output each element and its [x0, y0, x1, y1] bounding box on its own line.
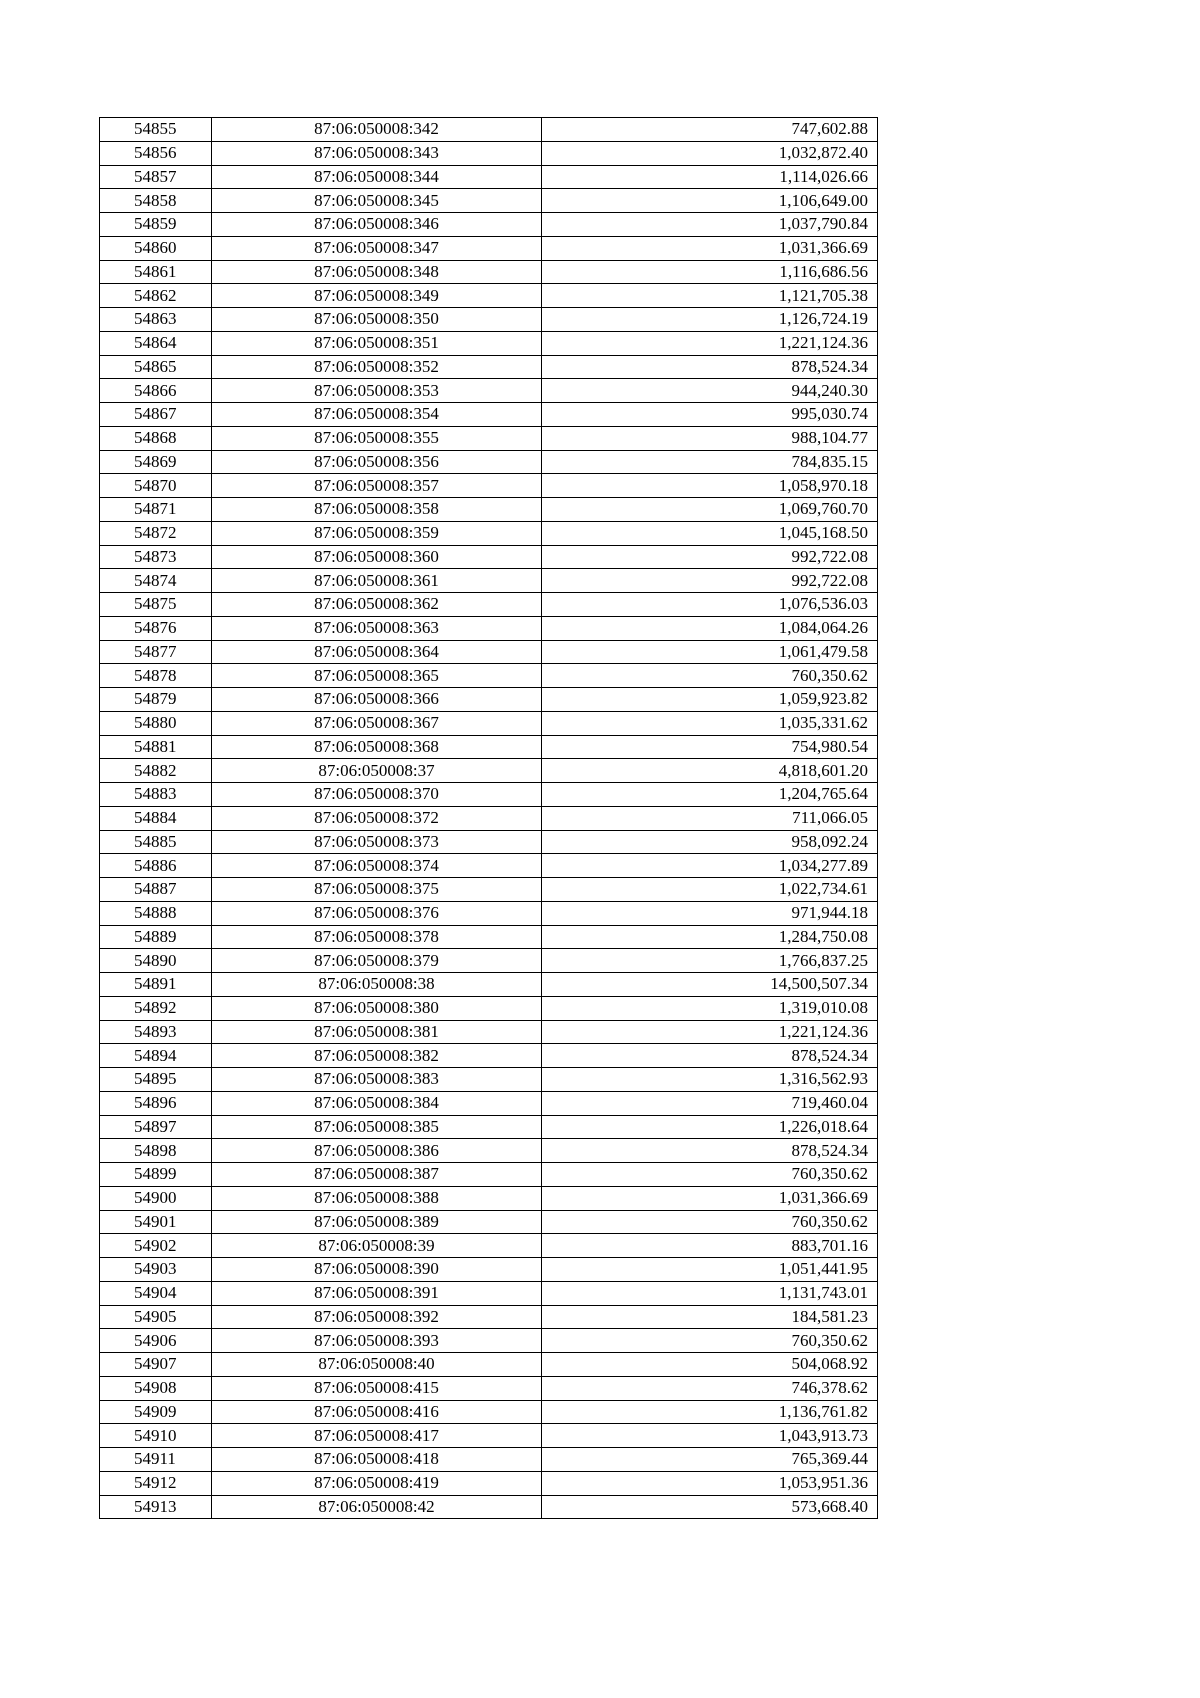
row-number-cell: 54874 [100, 569, 212, 593]
value-cell: 1,022,734.61 [542, 878, 878, 902]
cadastral-number-cell: 87:06:050008:417 [212, 1424, 542, 1448]
cadastral-number-cell: 87:06:050008:375 [212, 878, 542, 902]
table-row [100, 1186, 878, 1210]
row-number-cell: 54871 [100, 498, 212, 522]
cadastral-number-cell: 87:06:050008:370 [212, 783, 542, 807]
cadastral-number-cell: 87:06:050008:359 [212, 521, 542, 545]
row-number-cell: 54861 [100, 260, 212, 284]
cadastral-number-cell: 87:06:050008:393 [212, 1329, 542, 1353]
value-cell: 988,104.77 [542, 426, 878, 450]
cadastral-number-cell: 87:06:050008:391 [212, 1281, 542, 1305]
value-cell: 878,524.34 [542, 1044, 878, 1068]
row-number-cell: 54913 [100, 1495, 212, 1519]
value-cell: 992,722.08 [542, 545, 878, 569]
value-cell: 1,035,331.62 [542, 711, 878, 735]
table-row [100, 901, 878, 925]
cadastral-number-cell: 87:06:050008:378 [212, 925, 542, 949]
row-number-cell: 54857 [100, 165, 212, 189]
value-cell: 1,043,913.73 [542, 1424, 878, 1448]
row-number-cell: 54906 [100, 1329, 212, 1353]
cadastral-number-cell: 87:06:050008:366 [212, 688, 542, 712]
row-number-cell: 54869 [100, 450, 212, 474]
row-number-cell: 54867 [100, 403, 212, 427]
value-cell: 1,059,923.82 [542, 688, 878, 712]
cadastral-number-cell: 87:06:050008:344 [212, 165, 542, 189]
row-number-cell: 54873 [100, 545, 212, 569]
table-row [100, 1139, 878, 1163]
table-row [100, 616, 878, 640]
row-number-cell: 54904 [100, 1281, 212, 1305]
table-row [100, 236, 878, 260]
table-row [100, 165, 878, 189]
value-cell: 958,092.24 [542, 830, 878, 854]
value-cell: 1,031,366.69 [542, 1186, 878, 1210]
row-number-cell: 54862 [100, 284, 212, 308]
value-cell: 760,350.62 [542, 1163, 878, 1187]
table-row [100, 830, 878, 854]
table-row [100, 284, 878, 308]
cadastral-number-cell: 87:06:050008:342 [212, 118, 542, 142]
table-row [100, 260, 878, 284]
table-row [100, 996, 878, 1020]
value-cell: 992,722.08 [542, 569, 878, 593]
table-row [100, 1210, 878, 1234]
table-row [100, 735, 878, 759]
value-cell: 1,076,536.03 [542, 593, 878, 617]
value-cell: 883,701.16 [542, 1234, 878, 1258]
cadastral-number-cell: 87:06:050008:346 [212, 213, 542, 237]
value-cell: 944,240.30 [542, 379, 878, 403]
value-cell: 995,030.74 [542, 403, 878, 427]
cadastral-number-cell: 87:06:050008:415 [212, 1376, 542, 1400]
row-number-cell: 54910 [100, 1424, 212, 1448]
cadastral-number-cell: 87:06:050008:383 [212, 1068, 542, 1092]
table-row [100, 1044, 878, 1068]
cadastral-number-cell: 87:06:050008:368 [212, 735, 542, 759]
row-number-cell: 54890 [100, 949, 212, 973]
table-row [100, 213, 878, 237]
value-cell: 1,131,743.01 [542, 1281, 878, 1305]
value-cell: 1,204,765.64 [542, 783, 878, 807]
cadastral-number-cell: 87:06:050008:418 [212, 1448, 542, 1472]
table-row [100, 403, 878, 427]
row-number-cell: 54880 [100, 711, 212, 735]
value-cell: 1,121,705.38 [542, 284, 878, 308]
cadastral-number-cell: 87:06:050008:381 [212, 1020, 542, 1044]
cadastral-number-cell: 87:06:050008:343 [212, 141, 542, 165]
row-number-cell: 54903 [100, 1258, 212, 1282]
row-number-cell: 54893 [100, 1020, 212, 1044]
table-row [100, 355, 878, 379]
table-row [100, 141, 878, 165]
cadastral-number-cell: 87:06:050008:349 [212, 284, 542, 308]
row-number-cell: 54892 [100, 996, 212, 1020]
value-cell: 765,369.44 [542, 1448, 878, 1472]
table-row [100, 593, 878, 617]
table-row [100, 1068, 878, 1092]
cadastral-number-cell: 87:06:050008:364 [212, 640, 542, 664]
row-number-cell: 54868 [100, 426, 212, 450]
value-cell: 1,037,790.84 [542, 213, 878, 237]
row-number-cell: 54911 [100, 1448, 212, 1472]
row-number-cell: 54886 [100, 854, 212, 878]
row-number-cell: 54900 [100, 1186, 212, 1210]
cadastral-number-cell: 87:06:050008:386 [212, 1139, 542, 1163]
table-row [100, 711, 878, 735]
row-number-cell: 54902 [100, 1234, 212, 1258]
cadastral-number-cell: 87:06:050008:37 [212, 759, 542, 783]
row-number-cell: 54866 [100, 379, 212, 403]
value-cell: 1,221,124.36 [542, 331, 878, 355]
cadastral-number-cell: 87:06:050008:361 [212, 569, 542, 593]
value-cell: 1,058,970.18 [542, 474, 878, 498]
table-row [100, 189, 878, 213]
table-row [100, 878, 878, 902]
cadastral-number-cell: 87:06:050008:345 [212, 189, 542, 213]
value-cell: 1,053,951.36 [542, 1471, 878, 1495]
cadastral-number-cell: 87:06:050008:350 [212, 308, 542, 332]
table-row [100, 498, 878, 522]
row-number-cell: 54894 [100, 1044, 212, 1068]
row-number-cell: 54895 [100, 1068, 212, 1092]
row-number-cell: 54856 [100, 141, 212, 165]
value-cell: 1,034,277.89 [542, 854, 878, 878]
cadastral-number-cell: 87:06:050008:379 [212, 949, 542, 973]
table-row [100, 1115, 878, 1139]
value-cell: 1,226,018.64 [542, 1115, 878, 1139]
row-number-cell: 54887 [100, 878, 212, 902]
cadastral-number-cell: 87:06:050008:360 [212, 545, 542, 569]
cadastral-number-cell: 87:06:050008:367 [212, 711, 542, 735]
value-cell: 746,378.62 [542, 1376, 878, 1400]
value-cell: 1,031,366.69 [542, 236, 878, 260]
value-cell: 1,069,760.70 [542, 498, 878, 522]
cadastral-number-cell: 87:06:050008:376 [212, 901, 542, 925]
table-row [100, 379, 878, 403]
table-row [100, 1258, 878, 1282]
value-cell: 14,500,507.34 [542, 973, 878, 997]
row-number-cell: 54882 [100, 759, 212, 783]
cadastral-number-cell: 87:06:050008:374 [212, 854, 542, 878]
table-row [100, 1376, 878, 1400]
table-row [100, 1329, 878, 1353]
table-row [100, 664, 878, 688]
row-number-cell: 54884 [100, 806, 212, 830]
table-row [100, 1234, 878, 1258]
table-row [100, 545, 878, 569]
value-cell: 747,602.88 [542, 118, 878, 142]
row-number-cell: 54876 [100, 616, 212, 640]
value-cell: 754,980.54 [542, 735, 878, 759]
table-row [100, 783, 878, 807]
value-cell: 711,066.05 [542, 806, 878, 830]
value-cell: 1,316,562.93 [542, 1068, 878, 1092]
value-cell: 1,032,872.40 [542, 141, 878, 165]
table-row [100, 854, 878, 878]
cadastral-number-cell: 87:06:050008:388 [212, 1186, 542, 1210]
row-number-cell: 54899 [100, 1163, 212, 1187]
value-cell: 760,350.62 [542, 664, 878, 688]
value-cell: 719,460.04 [542, 1091, 878, 1115]
cadastral-number-cell: 87:06:050008:416 [212, 1400, 542, 1424]
row-number-cell: 54865 [100, 355, 212, 379]
cadastral-number-cell: 87:06:050008:382 [212, 1044, 542, 1068]
table-row [100, 569, 878, 593]
table-row [100, 925, 878, 949]
table-row [100, 949, 878, 973]
value-cell: 1,061,479.58 [542, 640, 878, 664]
cadastral-number-cell: 87:06:050008:40 [212, 1353, 542, 1377]
cadastral-number-cell: 87:06:050008:353 [212, 379, 542, 403]
table-row [100, 688, 878, 712]
value-cell: 1,045,168.50 [542, 521, 878, 545]
row-number-cell: 54898 [100, 1139, 212, 1163]
row-number-cell: 54858 [100, 189, 212, 213]
row-number-cell: 54878 [100, 664, 212, 688]
value-cell: 760,350.62 [542, 1329, 878, 1353]
row-number-cell: 54872 [100, 521, 212, 545]
table-row [100, 308, 878, 332]
value-cell: 1,284,750.08 [542, 925, 878, 949]
cadastral-number-cell: 87:06:050008:365 [212, 664, 542, 688]
table-row [100, 1400, 878, 1424]
value-cell: 1,126,724.19 [542, 308, 878, 332]
table-row [100, 1281, 878, 1305]
table-row [100, 474, 878, 498]
cadastral-number-cell: 87:06:050008:390 [212, 1258, 542, 1282]
table-row [100, 1424, 878, 1448]
row-number-cell: 54879 [100, 688, 212, 712]
table-row [100, 1163, 878, 1187]
row-number-cell: 54889 [100, 925, 212, 949]
row-number-cell: 54855 [100, 118, 212, 142]
table-row [100, 118, 878, 142]
row-number-cell: 54912 [100, 1471, 212, 1495]
data-table [99, 117, 878, 1519]
value-cell: 573,668.40 [542, 1495, 878, 1519]
value-cell: 1,136,761.82 [542, 1400, 878, 1424]
cadastral-number-cell: 87:06:050008:372 [212, 806, 542, 830]
value-cell: 971,944.18 [542, 901, 878, 925]
row-number-cell: 54888 [100, 901, 212, 925]
cadastral-number-cell: 87:06:050008:352 [212, 355, 542, 379]
table-row [100, 331, 878, 355]
row-number-cell: 54901 [100, 1210, 212, 1234]
table-row [100, 640, 878, 664]
table-row [100, 1305, 878, 1329]
row-number-cell: 54870 [100, 474, 212, 498]
row-number-cell: 54864 [100, 331, 212, 355]
cadastral-number-cell: 87:06:050008:42 [212, 1495, 542, 1519]
value-cell: 1,116,686.56 [542, 260, 878, 284]
row-number-cell: 54908 [100, 1376, 212, 1400]
value-cell: 1,084,064.26 [542, 616, 878, 640]
cadastral-number-cell: 87:06:050008:384 [212, 1091, 542, 1115]
cadastral-number-cell: 87:06:050008:356 [212, 450, 542, 474]
cadastral-number-cell: 87:06:050008:419 [212, 1471, 542, 1495]
table-row [100, 1020, 878, 1044]
table-row [100, 1495, 878, 1519]
table-row [100, 1471, 878, 1495]
cadastral-number-cell: 87:06:050008:354 [212, 403, 542, 427]
cadastral-number-cell: 87:06:050008:385 [212, 1115, 542, 1139]
cadastral-number-cell: 87:06:050008:38 [212, 973, 542, 997]
row-number-cell: 54860 [100, 236, 212, 260]
table-row [100, 759, 878, 783]
row-number-cell: 54877 [100, 640, 212, 664]
value-cell: 1,319,010.08 [542, 996, 878, 1020]
row-number-cell: 54883 [100, 783, 212, 807]
cadastral-number-cell: 87:06:050008:351 [212, 331, 542, 355]
cadastral-number-cell: 87:06:050008:39 [212, 1234, 542, 1258]
table-row [100, 1353, 878, 1377]
cadastral-number-cell: 87:06:050008:347 [212, 236, 542, 260]
table-row [100, 1091, 878, 1115]
table-row [100, 426, 878, 450]
cadastral-number-cell: 87:06:050008:380 [212, 996, 542, 1020]
value-cell: 504,068.92 [542, 1353, 878, 1377]
table-row [100, 450, 878, 474]
cadastral-number-cell: 87:06:050008:373 [212, 830, 542, 854]
value-cell: 784,835.15 [542, 450, 878, 474]
value-cell: 1,114,026.66 [542, 165, 878, 189]
cadastral-number-cell: 87:06:050008:357 [212, 474, 542, 498]
cadastral-number-cell: 87:06:050008:363 [212, 616, 542, 640]
row-number-cell: 54863 [100, 308, 212, 332]
value-cell: 1,221,124.36 [542, 1020, 878, 1044]
cadastral-number-cell: 87:06:050008:358 [212, 498, 542, 522]
table-row [100, 1448, 878, 1472]
row-number-cell: 54885 [100, 830, 212, 854]
cadastral-number-cell: 87:06:050008:362 [212, 593, 542, 617]
value-cell: 1,766,837.25 [542, 949, 878, 973]
cadastral-number-cell: 87:06:050008:355 [212, 426, 542, 450]
cadastral-number-cell: 87:06:050008:392 [212, 1305, 542, 1329]
cadastral-number-cell: 87:06:050008:387 [212, 1163, 542, 1187]
value-cell: 1,106,649.00 [542, 189, 878, 213]
value-cell: 760,350.62 [542, 1210, 878, 1234]
row-number-cell: 54907 [100, 1353, 212, 1377]
value-cell: 878,524.34 [542, 1139, 878, 1163]
cadastral-number-cell: 87:06:050008:348 [212, 260, 542, 284]
row-number-cell: 54875 [100, 593, 212, 617]
row-number-cell: 54859 [100, 213, 212, 237]
value-cell: 878,524.34 [542, 355, 878, 379]
row-number-cell: 54881 [100, 735, 212, 759]
value-cell: 184,581.23 [542, 1305, 878, 1329]
row-number-cell: 54905 [100, 1305, 212, 1329]
table-row [100, 973, 878, 997]
cadastral-number-cell: 87:06:050008:389 [212, 1210, 542, 1234]
row-number-cell: 54896 [100, 1091, 212, 1115]
row-number-cell: 54897 [100, 1115, 212, 1139]
value-cell: 1,051,441.95 [542, 1258, 878, 1282]
table-body [100, 118, 878, 1519]
table-row [100, 521, 878, 545]
value-cell: 4,818,601.20 [542, 759, 878, 783]
row-number-cell: 54891 [100, 973, 212, 997]
table-row [100, 806, 878, 830]
row-number-cell: 54909 [100, 1400, 212, 1424]
